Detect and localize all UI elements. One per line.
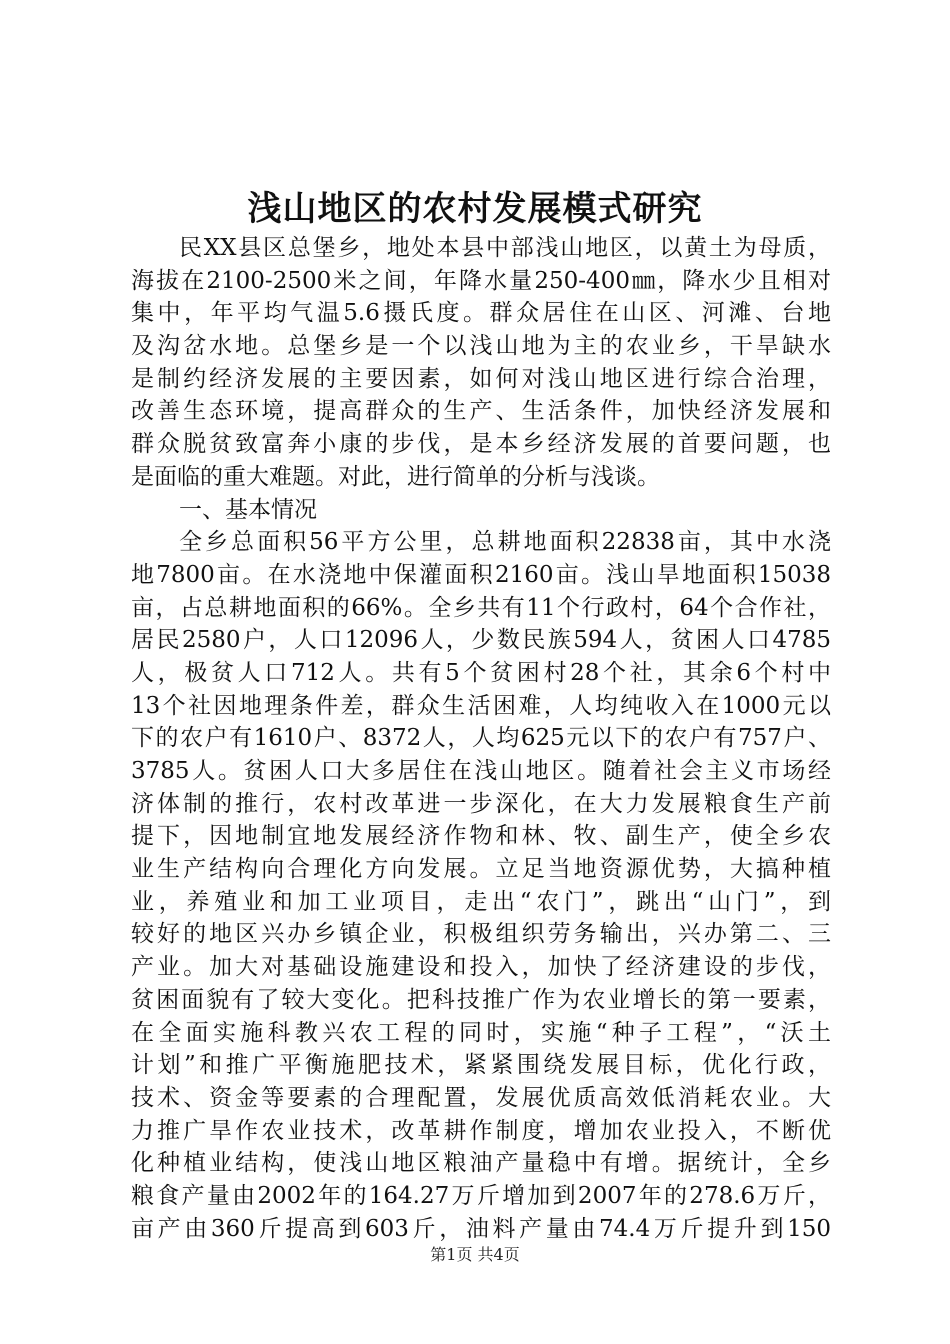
text-line: 13个社因地理条件差，群众生活困难，人均纯收入在1000元以 [131, 692, 831, 719]
text-line: 技术、资金等要素的合理配置，发展优质高效低消耗农业。大 [131, 1084, 831, 1111]
text-line: 较好的地区兴办乡镇企业，积极组织劳务输出，兴办第二、三 [131, 921, 831, 948]
text-line: 亩，占总耕地面积的66%。全乡共有11个行政村，64个合作社， [131, 594, 831, 621]
text-line: 业生产结构向合理化方向发展。立足当地资源优势，大搞种植 [131, 856, 831, 883]
text-line: 集中，年平均气温5.6摄氏度。群众居住在山区、河滩、台地 [131, 300, 831, 327]
text-line: 化种植业结构，使浅山地区粮油产量稳中有增。据统计，全乡 [131, 1150, 831, 1177]
text-line: 群众脱贫致富奔小康的步伐，是本乡经济发展的首要问题，也 [131, 431, 831, 458]
text-line: 下的农户有1610户、8372人，人均625元以下的农户有757户、 [131, 725, 831, 752]
text-line: 贫困面貌有了较大变化。把科技推广作为农业增长的第一要素， [131, 986, 831, 1013]
document-body [131, 232, 831, 1245]
text-line: 亩产由360斤提高到603斤，油料产量由74.4万斤提升到150 [131, 1215, 831, 1242]
document-title: 浅山地区的农村发展模式研究 [247, 189, 703, 229]
text-line: 产业。加大对基础设施建设和投入，加快了经济建设的步伐， [131, 954, 831, 981]
text-line: 粮食产量由2002年的164.27万斤增加到2007年的278.6万斤， [131, 1182, 831, 1209]
text-line: 海拔在2100-2500米之间，年降水量250-400㎜，降水少且相对 [131, 267, 831, 294]
text-line: 居民2580户，人口12096人，少数民族594人，贫困人口4785 [131, 627, 831, 654]
text-line: 地7800亩。在水浇地中保灌面积2160亩。浅山旱地面积15038 [131, 561, 831, 588]
text-line: 提下，因地制宜地发展经济作物和林、牧、副生产，使全乡农 [131, 823, 831, 850]
text-line: 力推广旱作农业技术，改革耕作制度，增加农业投入，不断优 [131, 1117, 831, 1144]
text-line: 是面临的重大难题。对此，进行简单的分析与浅谈。 [131, 463, 660, 490]
text-line: 及沟岔水地。总堡乡是一个以浅山地为主的农业乡，干旱缺水 [131, 333, 831, 360]
text-line: 3785人。贫困人口大多居住在浅山地区。随着社会主义市场经 [131, 758, 831, 784]
text-line: 是制约经济发展的主要因素，如何对浅山地区进行综合治理， [131, 365, 831, 392]
text-line: 在全面实施科教兴农工程的同时，实施“种子工程”，“沃土 [131, 1019, 831, 1046]
text-line: 业，养殖业和加工业项目，走出“农门”，跳出“山门”，到 [131, 888, 831, 915]
text-line: 全乡总面积56平方公里，总耕地面积22838亩，其中水浇 [179, 529, 831, 556]
text-line: 济体制的推行，农村改革进一步深化，在大力发展粮食生产前 [131, 790, 831, 817]
section-heading: 一、基本情况 [179, 496, 317, 523]
text-line: 民XX县区总堡乡，地处本县中部浅山地区，以黄土为母质， [179, 235, 831, 261]
page-footer: 第1页 共4页 [430, 1245, 520, 1264]
text-line: 计划”和推广平衡施肥技术，紧紧围绕发展目标，优化行政， [131, 1052, 831, 1079]
text-line: 人，极贫人口712人。共有5个贫困村28个社，其余6个村中 [131, 659, 831, 686]
text-line: 改善生态环境，提高群众的生产、生活条件，加快经济发展和 [131, 398, 831, 425]
